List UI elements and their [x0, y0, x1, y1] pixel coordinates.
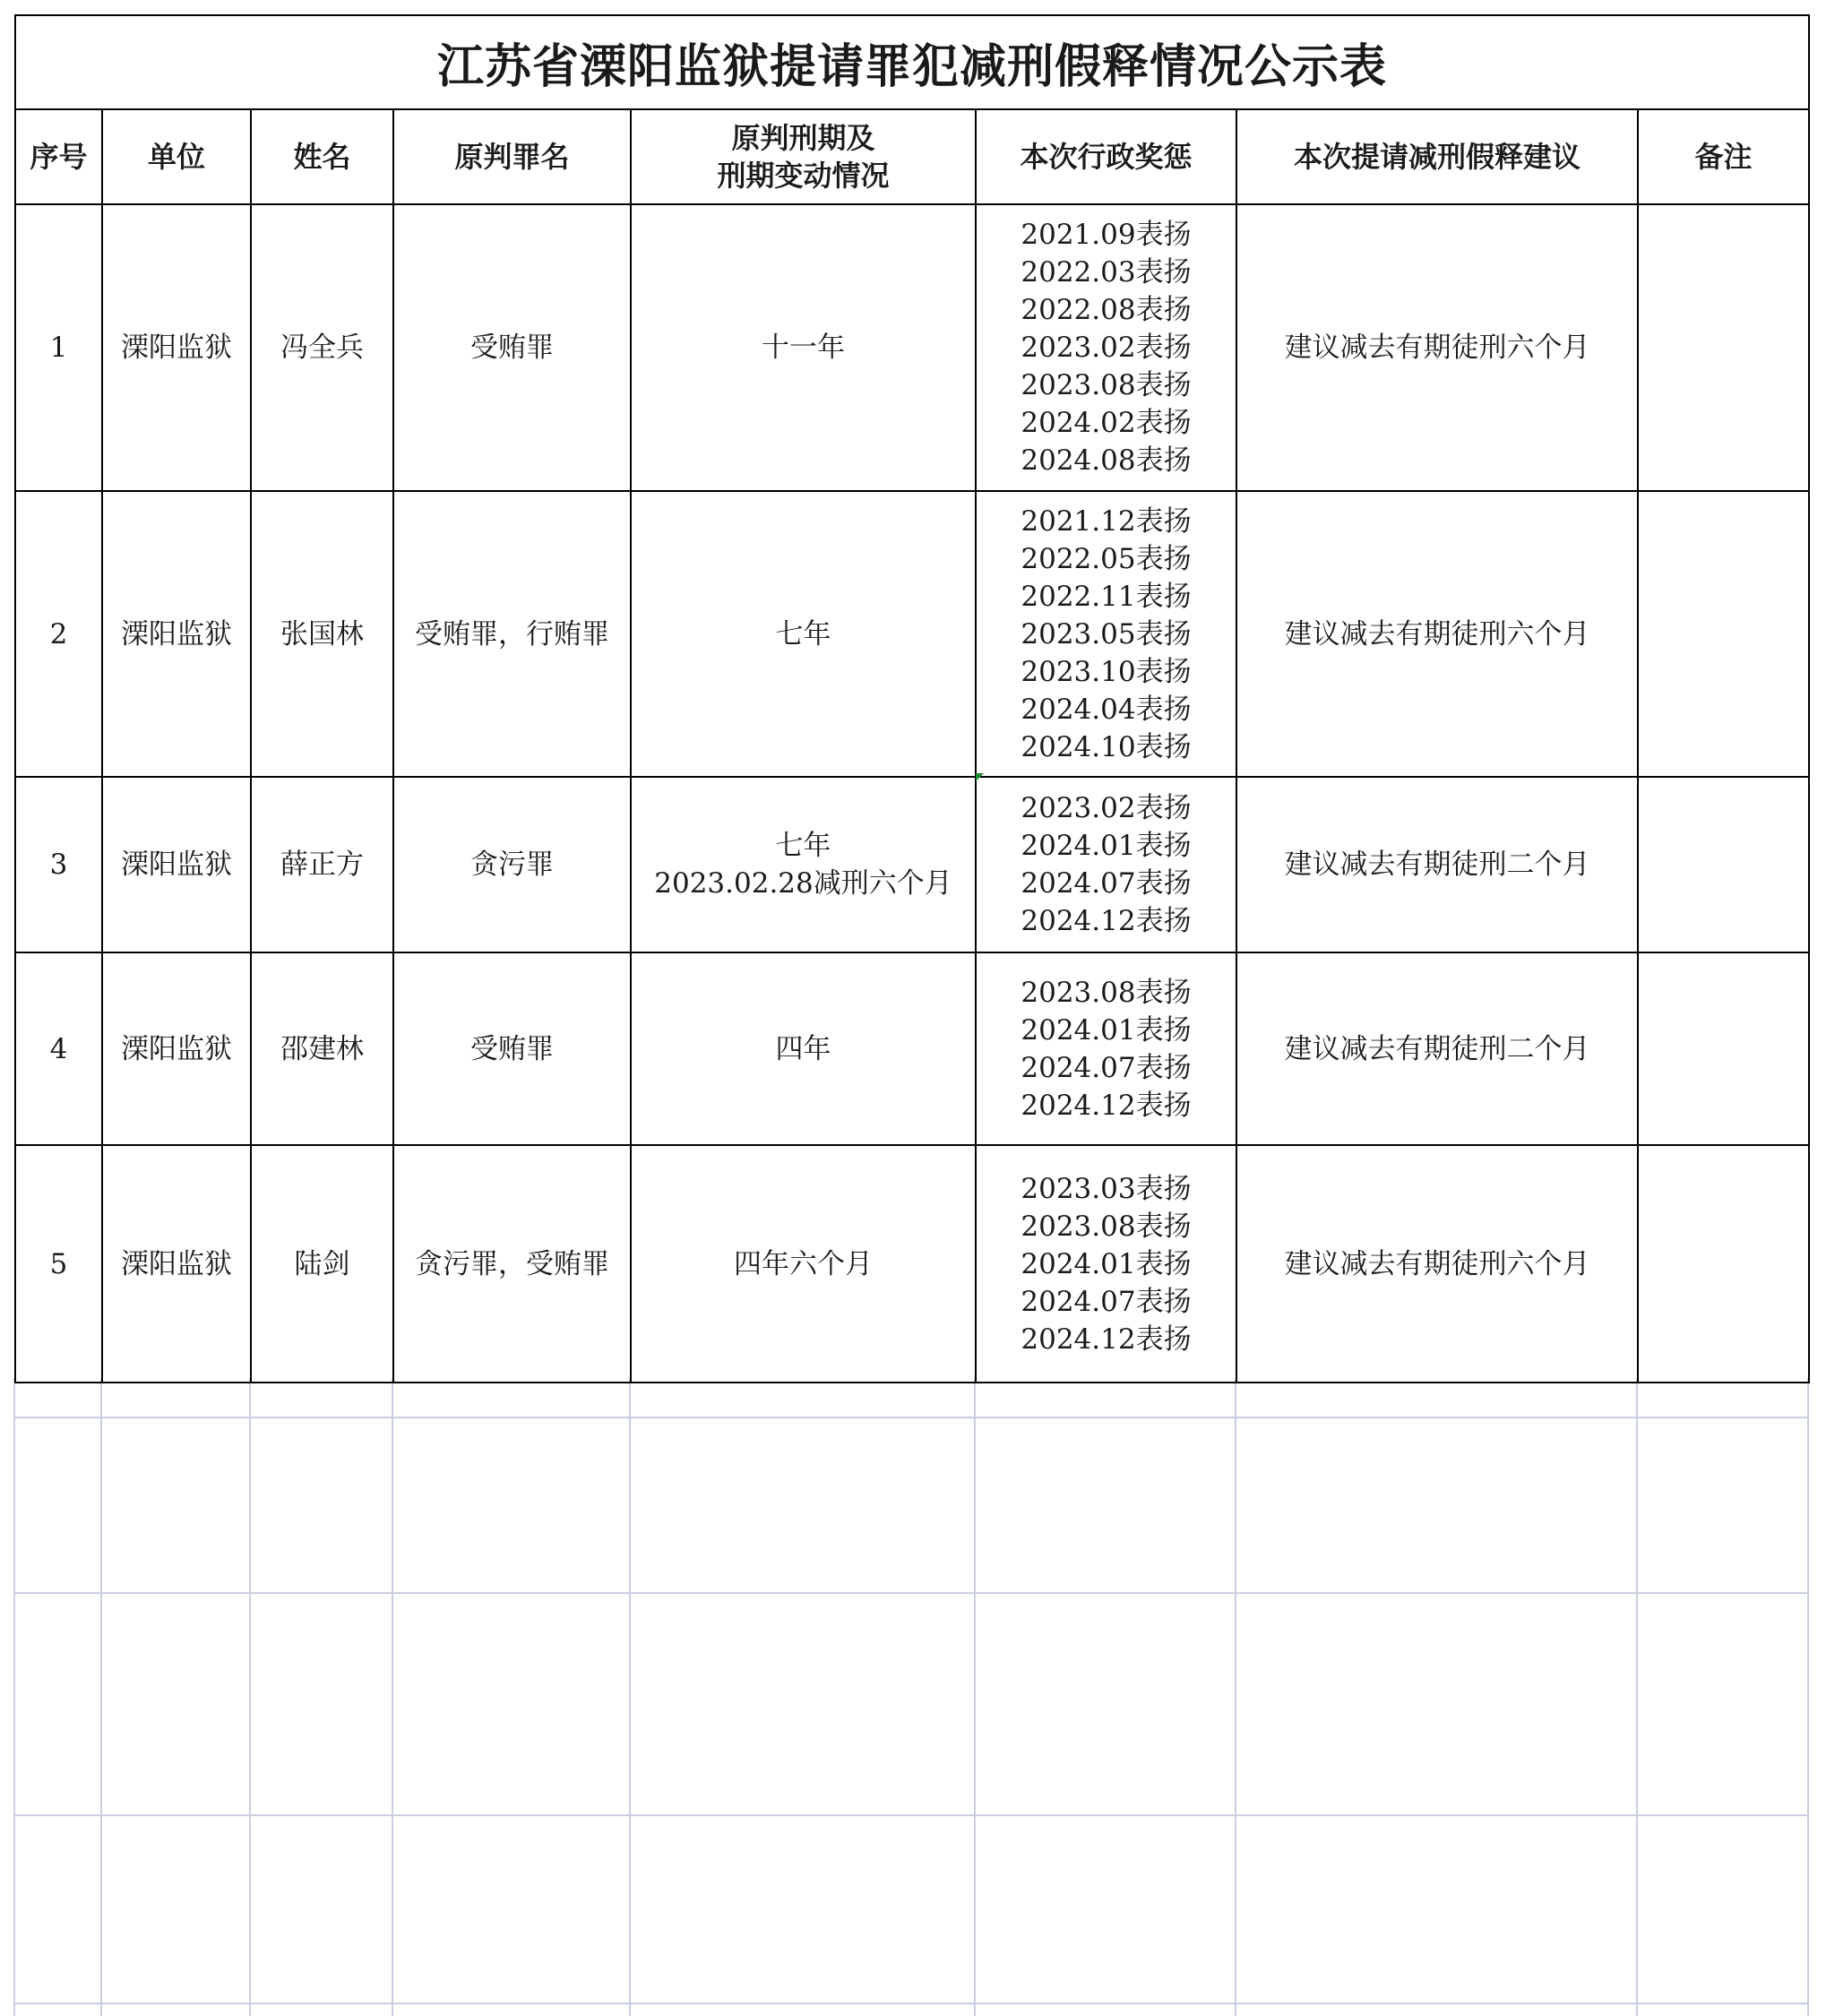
- award-entry: 2024.01表扬: [1021, 1247, 1192, 1280]
- cell-comment-marker-icon: [976, 773, 984, 781]
- table-title[interactable]: 江苏省溧阳监狱提请罪犯减刑假释情况公示表: [15, 15, 1809, 109]
- award-entry: 2024.10表扬: [1021, 730, 1192, 763]
- header-name[interactable]: 姓名: [251, 109, 393, 204]
- cell-seq[interactable]: 1: [15, 204, 102, 491]
- cell-seq[interactable]: 2: [15, 491, 102, 777]
- cell-proposal[interactable]: 建议减去有期徒刑二个月: [1236, 952, 1638, 1145]
- cell-crime[interactable]: 贪污罪: [393, 777, 631, 952]
- cell-unit[interactable]: 溧阳监狱: [102, 1145, 251, 1383]
- cell-crime[interactable]: 贪污罪，受贿罪: [393, 1145, 631, 1383]
- award-entry: 2021.09表扬: [1021, 219, 1192, 251]
- award-entry: 2023.08表扬: [1021, 976, 1192, 1009]
- award-entry: 2024.07表扬: [1021, 1051, 1192, 1084]
- cell-awards[interactable]: [976, 204, 1236, 491]
- cell-name[interactable]: 陆剑: [251, 1145, 393, 1383]
- commutation-table: [14, 14, 1810, 1383]
- table-row: [15, 204, 1809, 491]
- award-entry: 2023.08表扬: [1021, 1210, 1192, 1243]
- award-entry: 2023.02表扬: [1021, 792, 1192, 824]
- award-entry: 2024.01表扬: [1021, 830, 1192, 862]
- award-entry: 2022.05表扬: [1021, 542, 1192, 575]
- cell-name[interactable]: 张国林: [251, 491, 393, 777]
- header-awards[interactable]: 本次行政奖惩: [976, 109, 1236, 204]
- cell-unit[interactable]: 溧阳监狱: [102, 777, 251, 952]
- cell-remark[interactable]: [1638, 952, 1809, 1145]
- term-original: 四年六个月: [734, 1247, 873, 1280]
- title-row: [15, 15, 1809, 109]
- table-row: [15, 1145, 1809, 1383]
- table-row: [15, 952, 1809, 1145]
- cell-seq[interactable]: 4: [15, 952, 102, 1145]
- cell-crime[interactable]: 受贿罪: [393, 204, 631, 491]
- award-entry: 2022.03表扬: [1021, 256, 1192, 289]
- term-change: 2023.02.28减刑六个月: [654, 867, 952, 900]
- grid-vertical-lines: [14, 1378, 1808, 2016]
- cell-proposal[interactable]: 建议减去有期徒刑六个月: [1236, 1145, 1638, 1383]
- table-row: [15, 777, 1809, 952]
- award-entry: 2023.05表扬: [1021, 617, 1192, 650]
- award-entry: 2022.11表扬: [1021, 580, 1192, 613]
- cell-term[interactable]: [631, 491, 976, 777]
- table-row: [15, 491, 1809, 777]
- cell-unit[interactable]: 溧阳监狱: [102, 204, 251, 491]
- award-entry: 2021.12表扬: [1021, 504, 1192, 538]
- award-entry: 2024.12表扬: [1021, 905, 1192, 937]
- award-entry: 2023.08表扬: [1021, 369, 1192, 401]
- term-original: 七年: [775, 830, 831, 862]
- cell-name[interactable]: 薛正方: [251, 777, 393, 952]
- cell-term[interactable]: [631, 952, 976, 1145]
- cell-remark[interactable]: [1638, 491, 1809, 777]
- award-entry: 2024.12表扬: [1021, 1322, 1192, 1356]
- cell-crime[interactable]: 受贿罪: [393, 952, 631, 1145]
- cell-name[interactable]: 冯全兵: [251, 204, 393, 491]
- header-row: [15, 109, 1809, 204]
- cell-awards[interactable]: [976, 952, 1236, 1145]
- header-term[interactable]: [631, 109, 976, 204]
- award-entry: 2024.01表扬: [1021, 1013, 1192, 1047]
- cell-term[interactable]: [631, 777, 976, 952]
- cell-remark[interactable]: [1638, 1145, 1809, 1383]
- award-entry: 2024.08表扬: [1021, 444, 1192, 477]
- award-entry: 2024.12表扬: [1021, 1089, 1192, 1122]
- header-proposal[interactable]: 本次提请减刑假释建议: [1236, 109, 1638, 204]
- header-unit[interactable]: 单位: [102, 109, 251, 204]
- award-entry: 2024.07表扬: [1021, 867, 1192, 900]
- award-entry: 2023.02表扬: [1021, 332, 1192, 364]
- award-entry: 2024.02表扬: [1021, 407, 1192, 439]
- cell-crime[interactable]: 受贿罪，行贿罪: [393, 491, 631, 777]
- cell-proposal[interactable]: 建议减去有期徒刑六个月: [1236, 204, 1638, 491]
- cell-seq[interactable]: 5: [15, 1145, 102, 1383]
- term-original: 七年: [775, 617, 831, 650]
- header-term-line2: 刑期变动情况: [717, 159, 890, 193]
- cell-seq[interactable]: 3: [15, 777, 102, 952]
- header-remark[interactable]: 备注: [1638, 109, 1809, 204]
- award-entry: 2023.03表扬: [1021, 1172, 1192, 1205]
- header-term-line1: 原判刑期及: [731, 121, 875, 155]
- cell-unit[interactable]: 溧阳监狱: [102, 952, 251, 1145]
- header-seq[interactable]: 序号: [15, 109, 102, 204]
- cell-name[interactable]: 邵建林: [251, 952, 393, 1145]
- cell-unit[interactable]: 溧阳监狱: [102, 491, 251, 777]
- cell-remark[interactable]: [1638, 777, 1809, 952]
- cell-term[interactable]: [631, 1145, 976, 1383]
- cell-term[interactable]: [631, 204, 976, 491]
- cell-proposal[interactable]: 建议减去有期徒刑六个月: [1236, 491, 1638, 777]
- award-entry: 2024.07表扬: [1021, 1285, 1192, 1318]
- award-entry: 2023.10表扬: [1021, 655, 1192, 688]
- cell-proposal[interactable]: 建议减去有期徒刑二个月: [1236, 777, 1638, 952]
- cell-awards[interactable]: [976, 1145, 1236, 1383]
- term-original: 十一年: [762, 332, 845, 364]
- award-entry: 2022.08表扬: [1021, 294, 1192, 326]
- header-crime[interactable]: 原判罪名: [393, 109, 631, 204]
- award-entry: 2024.04表扬: [1021, 693, 1192, 726]
- cell-awards[interactable]: [976, 491, 1236, 777]
- cell-remark[interactable]: [1638, 204, 1809, 491]
- term-original: 四年: [775, 1032, 831, 1065]
- cell-awards[interactable]: [976, 777, 1236, 952]
- grid-horizontal-lines: [14, 1417, 1808, 2003]
